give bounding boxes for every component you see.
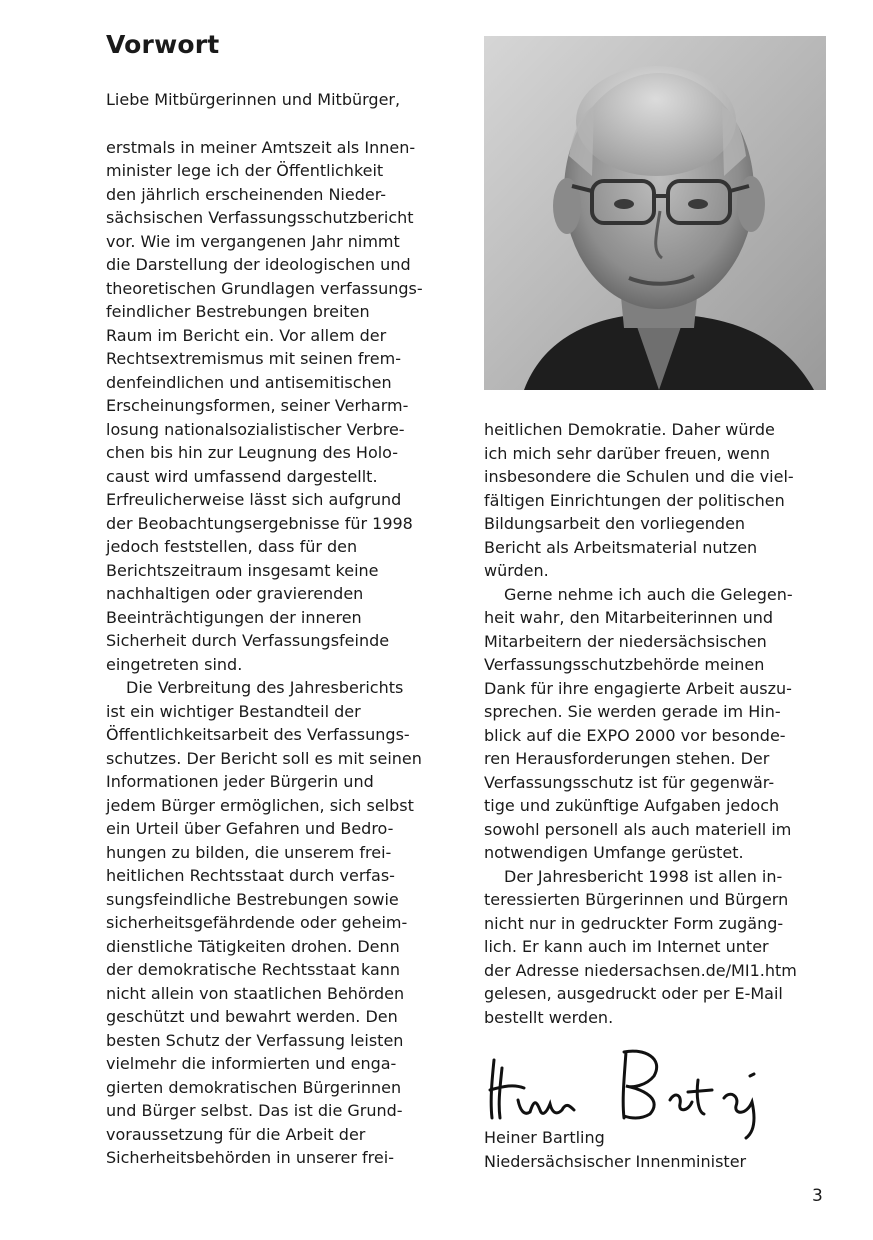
greeting: Liebe Mitbürgerinnen und Mitbürger, [106, 90, 401, 109]
text-line: jedem Bürger ermöglichen, sich selbst [106, 795, 414, 815]
text-line: Bildungsarbeit den vorliegenden [484, 514, 746, 533]
text-line: hungen zu bilden, die unserem frei- [106, 842, 392, 862]
text-line: gelesen, ausgedruckt oder per E-Mail [484, 984, 783, 1003]
text-line: heitlichen Demokratie. Daher würde [484, 420, 775, 439]
text-line: nicht allein von staatlichen Behörden [106, 983, 405, 1003]
text-line: ist ein wichtiger Bestandteil der [106, 701, 361, 721]
text-line: Der Jahresbericht 1998 ist allen in- [504, 866, 783, 886]
right-column [484, 418, 829, 1029]
text-line: Verfassungsschutz ist für gegenwär- [484, 772, 775, 792]
text-line: Raum im Bericht ein. Vor allem der [106, 325, 387, 345]
text-line: ich mich sehr darüber freuen, wenn [484, 443, 771, 463]
text-line: die Darstellung der ideologischen und [106, 255, 411, 274]
text-line: Rechtsextremismus mit seinen frem- [106, 349, 401, 368]
text-line: Beeinträchtigungen der inneren [106, 607, 362, 627]
text-line: den jährlich erscheinenden Nieder- [106, 184, 387, 204]
text-line: insbesondere die Schulen und die viel- [484, 467, 794, 486]
text-line: tige und zukünftige Aufgaben jedoch [484, 796, 780, 815]
text-line: Erscheinungsformen, seiner Verharm- [106, 396, 409, 415]
text-line: Sicherheitsbehörden in unserer frei- [106, 1148, 394, 1167]
text-line: vielmehr die informierten und enga- [106, 1054, 397, 1073]
text-line: besten Schutz der Verfassung leisten [106, 1030, 404, 1050]
text-line: heitlichen Rechtsstaat durch verfas- [106, 866, 395, 885]
text-line: minister lege ich der Öffentlichkeit [106, 161, 384, 180]
text-line: der Beobachtungsergebnisse für 1998 [106, 513, 413, 533]
text-line: Verfassungsschutzbehörde meinen [484, 655, 765, 674]
text-line: ren Herausforderungen stehen. Der [484, 749, 770, 768]
right-column-text [484, 418, 829, 1029]
text-line: Öffentlichkeitsarbeit des Verfassungs- [106, 725, 410, 744]
text-line: erstmals in meiner Amtszeit als Innen- [106, 137, 416, 157]
text-line: sächsischen Verfassungsschutzbericht [106, 208, 414, 227]
page-number: 3 [812, 1186, 823, 1206]
text-line: lich. Er kann auch im Internet unter [484, 937, 769, 956]
text-line: gierten demokratischen Bürgerinnen [106, 1077, 402, 1097]
text-line: theoretischen Grundlagen verfassungs- [106, 278, 423, 298]
text-line: sprechen. Sie werden gerade im Hin- [484, 702, 781, 721]
text-line: chen bis hin zur Leugnung des Holo- [106, 443, 399, 462]
text-line: dienstliche Tätigkeiten drohen. Denn [106, 936, 400, 956]
text-line: voraussetzung für die Arbeit der [106, 1124, 366, 1144]
text-line: der demokratische Rechtsstaat kann [106, 960, 401, 979]
text-line: denfeindlichen und antisemitischen [106, 372, 392, 392]
text-line: caust wird umfassend dargestellt. [106, 466, 378, 486]
text-line: heit wahr, den Mitarbeiterinnen und [484, 608, 774, 627]
text-line: eingetreten sind. [106, 654, 243, 674]
text-line: sungsfeindliche Bestrebungen sowie [106, 889, 399, 909]
signature-title: Niedersächsischer Innenminister [484, 1151, 747, 1171]
text-line: blick auf die EXPO 2000 vor besonde- [484, 725, 786, 745]
text-line: nachhaltigen oder gravierenden [106, 584, 364, 603]
text-line: notwendigen Umfange gerüstet. [484, 843, 744, 862]
text-line: losung nationalsozialistischer Verbre- [106, 419, 405, 439]
text-line: Sicherheit durch Verfassungsfeinde [106, 631, 390, 650]
text-line: jedoch feststellen, dass für den [106, 537, 358, 556]
text-line: teressierten Bürgerinnen und Bürgern [484, 890, 789, 909]
left-column-text [106, 136, 456, 1170]
text-line: bestellt werden. [484, 1007, 614, 1027]
signature-block [484, 1126, 746, 1173]
text-line: würden. [484, 561, 549, 580]
text-line: Mitarbeitern der niedersächsischen [484, 631, 767, 651]
text-line: Gerne nehme ich auch die Gelegen- [504, 584, 793, 604]
text-line: der Adresse niedersachsen.de/MI1.htm [484, 960, 797, 980]
portrait-photo [484, 36, 826, 390]
page-title: Vorwort [106, 30, 220, 59]
text-line: feindlicher Bestrebungen breiten [106, 302, 370, 321]
text-line: Die Verbreitung des Jahresberichts [126, 678, 404, 697]
text-line: schutzes. Der Bericht soll es mit seinen [106, 748, 422, 768]
text-line: und Bürger selbst. Das ist die Grund- [106, 1101, 403, 1120]
text-line: nicht nur in gedruckter Form zugäng- [484, 913, 784, 933]
text-line: Erfreulicherweise lässt sich aufgrund [106, 490, 402, 509]
text-line: Informationen jeder Bürgerin und [106, 772, 374, 791]
text-line: fältigen Einrichtungen der politischen [484, 490, 785, 510]
paragraph-gap [106, 112, 456, 136]
text-line: ein Urteil über Gefahren und Bedro- [106, 819, 394, 838]
text-line: geschützt und bewahrt werden. Den [106, 1007, 398, 1026]
left-column [106, 88, 456, 1170]
text-line: sicherheitsgefährdende oder geheim- [106, 913, 408, 932]
text-line: sowohl personell als auch materiell im [484, 819, 792, 839]
portrait-image [484, 36, 826, 390]
text-line: Dank für ihre engagierte Arbeit auszu- [484, 678, 792, 698]
text-line: vor. Wie im vergangenen Jahr nimmt [106, 231, 400, 251]
text-line: Bericht als Arbeitsmaterial nutzen [484, 537, 758, 557]
handwritten-signature [484, 1040, 774, 1140]
text-line: Berichtszeitraum insgesamt keine [106, 560, 379, 580]
signature-name: Heiner Bartling [484, 1128, 605, 1147]
